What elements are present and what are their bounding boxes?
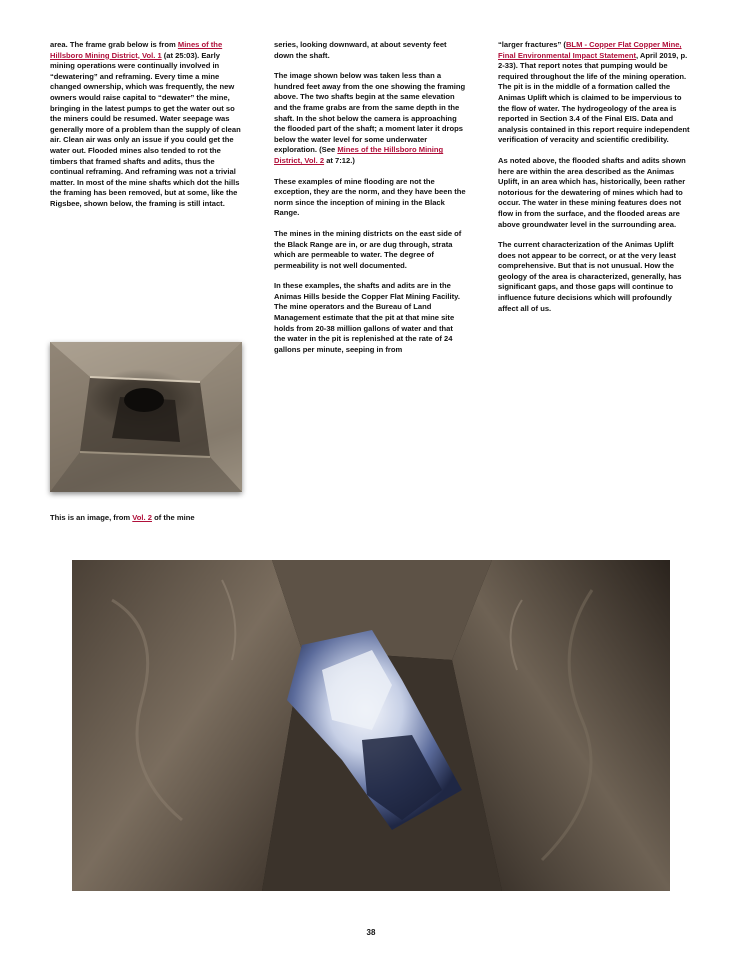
paragraph: The mines in the mining districts on the east side of the Black Range are in, or are dug through, strata which are permeable to water. The degree of permeability is not well documented. <box>274 228 462 270</box>
vol2-link[interactable]: Vol. 2 <box>132 513 152 522</box>
paragraph <box>498 40 692 146</box>
flooded-shaft-image <box>72 560 670 891</box>
caption-text: of the mine <box>152 513 195 522</box>
hillsboro-vol1-link[interactable]: Mines of the Hillsboro Mining District, Vol. 1 <box>50 40 223 60</box>
hillsboro-vol2-link[interactable]: Mines of the Hillsboro Mining District, Vol. 2 <box>274 145 444 165</box>
paragraph: series, looking downward, at about seventy feet down the shaft. <box>274 40 447 60</box>
paragraph: As noted above, the flooded shafts and adits shown here are within the area described as the Animas Uplift, in an area which has, historically, been rather notorious for the dewatering of mines which had to occur. The water in these mining features does not flow in from the surface, and the flooded areas are above groundwater level in the surrounding area. <box>498 155 686 229</box>
paragraph-text: The image shown below was taken less than a hundred feet away from the one showing the framing above. The two shafts begin at the same elevation and the frame grabs are from the same depth in the shaft. In the shot below the camera is approaching the flooded part of the shaft; a moment later it drops below the water level for some underwater exploration. (See <box>274 71 466 155</box>
paragraph-text: “larger fractures” ( <box>498 40 566 49</box>
text-column-middle <box>274 40 466 365</box>
paragraph: The current characterization of the Animas Uplift does not appear to be correct, or at the very least comprehensive. But that is not unusual. How the geology of the area is characterized, generally, has significant gaps, and those gaps will continue to influence future decisions which will profoundly affect all of us. <box>498 240 682 313</box>
page-number: 38 <box>366 928 376 937</box>
image-caption <box>50 513 242 534</box>
caption-text: This is an image, from <box>50 513 133 522</box>
blm-eis-link[interactable]: BLM - Copper Flat Copper Mine, Final Environmental Impact Statement <box>498 40 682 60</box>
paragraph-text: at 7:12.) <box>324 155 355 165</box>
framed-shaft-photo <box>50 342 242 492</box>
paragraph-text: area. The frame grab below is from <box>50 40 178 49</box>
paragraph <box>274 71 466 166</box>
paragraph-text: , April 2019, p. 2-33). That report notes that pumping would be required throughout the life of the mining operation. The pit is in the middle of a formation called the Animas Uplift which is claimed to be impervious to the flow of water. The hydrogeology of the area is reported in Section 3.4 of the Final EIS. Data and analysis contained in this report require independent verification of veracity and scientific credibility. <box>498 50 690 145</box>
paragraph-text: (at 25:03). Early mining operations were continually involved in “dewatering” and reframing. Every time a mine changed ownership, which was frequently, the new owners would raise capital to “dewater” the mine, bringing in the latest pumps to get the water out so the miners could be resumed. Water seepage was generally more of a problem than the supply of clean air. Clean air was only an issue if you could get the water out. Flooded mines also tended to rot the timbers that framed shafts and adits, thus the continual reframing. And reframing was not a trivial matter. In most of the mine shafts which dot the hills the framing has been removed, but at some, like the Rigsbee, shown below, the framing is still intact. <box>50 50 241 208</box>
text-column-left <box>50 40 242 220</box>
flooded-shaft-photo <box>72 560 670 891</box>
text-column-right <box>498 40 692 324</box>
caption-paragraph <box>50 513 242 524</box>
paragraph: These examples of mine flooding are not the exception, they are the norm, and they have been the norm since the inception of mining in the Black Range. <box>274 176 466 218</box>
paragraph <box>50 40 242 210</box>
framed-shaft-image <box>50 342 242 492</box>
paragraph: In these examples, the shafts and adits are in the Animas Hills beside the Copper Flat Mining Facility. The mine operators and the Bureau of Land Management estimate that the pit at that mine site holds from 20-38 million gallons of water and that the water in the pit is replenished at the rate of 24 gallons per minute, seeping in from <box>274 281 460 354</box>
